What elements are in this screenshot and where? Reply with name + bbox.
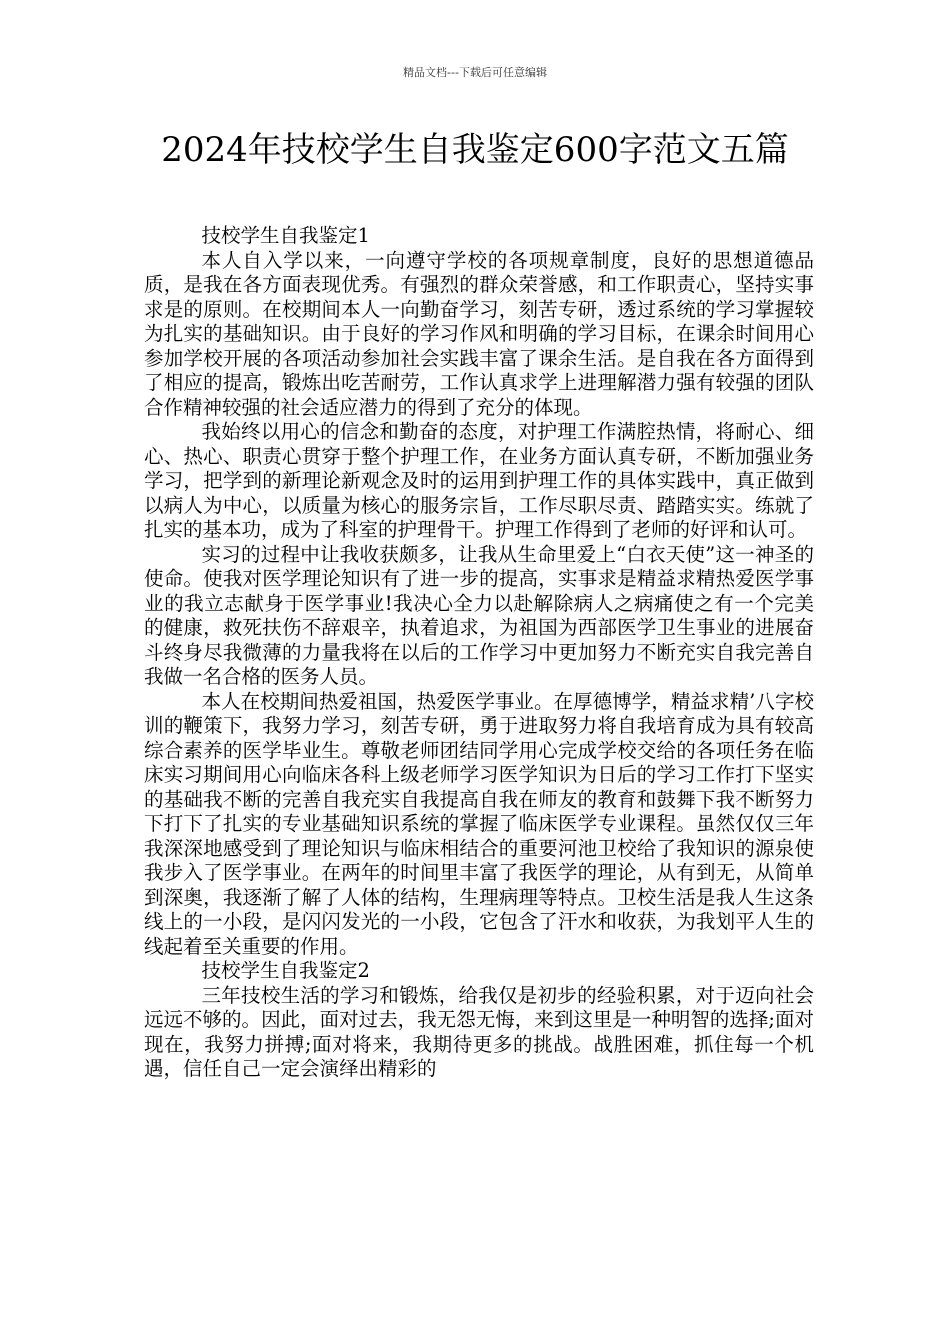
paragraph: 三年技校生活的学习和锻炼，给我仅是初步的经验积累，对于迈向社会远远不够的。因此，面对过去，我无怨无悔，来到这里是一种明智的选择;面对现在，我努力拼搏;面对将来，我期待更多的挑战。战胜困难，抓住每一个机遇，信任自己一定会演绎出精彩的 bbox=[144, 983, 814, 1080]
paragraph: 实习的过程中让我收获颇多，让我从生命里爱上“白衣天使”这一神圣的使命。使我对医学理论知识有了进一步的提高，实事求是精益求精热爱医学事业的我立志献身于医学事业!我决心全力以赴解除病人之病痛使之有一个完美的健康，救死扶伤不辞艰辛，执着追求，为祖国为西部医学卫生事业的进展奋斗终身尽我微薄的力量我将在以后的工作学习中更加努力不断充实自我完善自我做一名合格的医务人员。 bbox=[144, 542, 814, 688]
paragraph: 本人在校期间热爱祖国，热爱医学事业。在厚德博学，精益求精’八字校训的鞭策下，我努力学习，刻苦专研，勇于进取努力将自我培育成为具有较高综合素养的医学毕业生。尊敬老师团结同学用心完成学校交给的各项任务在临床实习期间用心向临床各科上级老师学习医学知识为日后的学习工作打下坚实的基础我不断的完善自我充实自我提高自我在师友的教育和鼓舞下我不断努力下打下了扎实的专业基础知识系统的掌握了临床医学专业课程。虽然仅仅三年我深深地感受到了理论知识与临床相结合的重要河池卫校给了我知识的源泉使我步入了医学事业。在两年的时间里丰富了我医学的理论，从有到无，从简单到深奥，我逐渐了解了人体的结构，生理病理等特点。卫校生活是我人生这条线上的一小段，是闪闪发光的一小段，它包含了汗水和收获，为我划平人生的线起着至关重要的作用。 bbox=[144, 689, 814, 958]
document-body bbox=[144, 224, 814, 1082]
section-heading-2: 技校学生自我鉴定2 bbox=[201, 959, 370, 982]
paragraph: 本人自入学以来，一向遵守学校的各项规章制度，良好的思想道德品质，是我在各方面表现优秀。有强烈的群众荣誉感，和工作职责心，坚持实事求是的原则。在校期间本人一向勤奋学习，刻苦专研，透过系统的学习掌握较为扎实的基础知识。由于良好的学习作风和明确的学习目标，在课余时间用心参加学校开展的各项活动参加社会实践丰富了课余生活。是自我在各方面得到了相应的提高，锻炼出吃苦耐劳，工作认真求学上进理解潜力强有较强的团队合作精神较强的社会适应潜力的得到了充分的体现。 bbox=[144, 248, 814, 419]
header-note: 精品文档---下载后可任意编辑 bbox=[403, 66, 547, 79]
page-title: 2024年技校学生自我鉴定600字范文五篇 bbox=[161, 130, 789, 170]
section-heading-1: 技校学生自我鉴定1 bbox=[201, 224, 370, 247]
paragraph: 我始终以用心的信念和勤奋的态度，对护理工作满腔热情，将耐心、细心、热心、职责心贯穿于整个护理工作，在业务方面认真专研，不断加强业务学习，把学到的新理论新观念及时的运用到护理工作的具体实践中，真正做到以病人为中心，以质量为核心的服务宗旨，工作尽职尽责、踏踏实实。练就了扎实的基本功，成为了科室的护理骨干。护理工作得到了老师的好评和认可。 bbox=[144, 420, 814, 541]
